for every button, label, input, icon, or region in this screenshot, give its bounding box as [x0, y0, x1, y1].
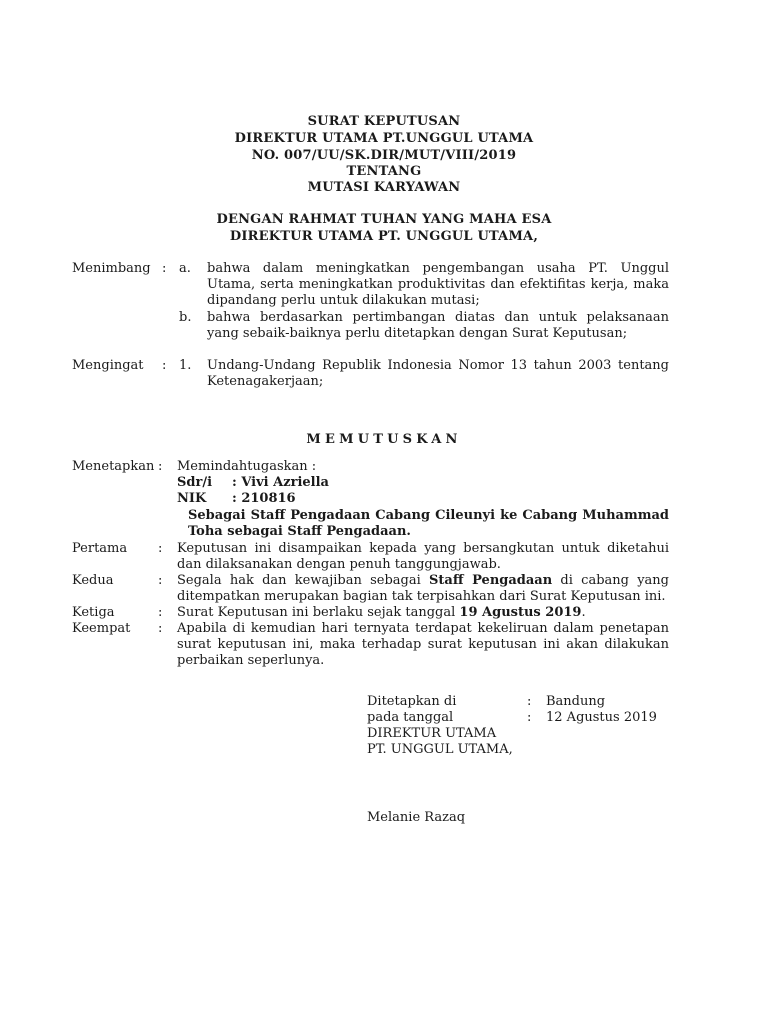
- menimbang-b-text: bahwa berdasarkan pertimbangan diatas dan untuk pelaksanaan yang sebaik-baiknya perlu ditetapkan dengan Surat Keputusan;: [207, 310, 669, 341]
- signatory-title-2: PT. UNGGUL UTAMA,: [367, 742, 513, 757]
- place-label: Ditetapkan di: [367, 694, 457, 709]
- doc-subject: MUTASI KARYAWAN: [307, 180, 461, 195]
- mengingat-marker: 1.: [179, 358, 192, 373]
- ketiga-text-end: .: [581, 605, 586, 620]
- memutuskan-heading: MEMUTUSKAN: [306, 432, 462, 447]
- ketiga-colon: :: [158, 605, 163, 620]
- place-value: Bandung: [546, 694, 606, 709]
- kedua-text-end: di cabang yang ditempatkan merupakan bagian tak terpisahkan dari Surat Keputusan ini.: [177, 573, 669, 604]
- opening-line-1: DENGAN RAHMAT TUHAN YANG MAHA ESA: [216, 212, 552, 227]
- doc-number: NO. 007/UU/SK.DIR/MUT/VIII/2019: [251, 148, 517, 163]
- menimbang-b-marker: b.: [179, 310, 192, 325]
- menetapkan-intro: Memindahtugaskan :: [177, 459, 317, 474]
- doc-about-label: TENTANG: [346, 164, 422, 179]
- kedua-label: Kedua: [72, 573, 114, 588]
- keempat-label: Keempat: [72, 621, 131, 636]
- doc-title: SURAT KEPUTUSAN: [307, 114, 461, 129]
- date-value: 12 Agustus 2019: [546, 710, 657, 725]
- menimbang-a-marker: a.: [179, 261, 191, 276]
- mengingat-label: Mengingat: [72, 358, 144, 373]
- place-colon: :: [527, 694, 532, 709]
- kedua-text-start: Segala hak dan kewajiban sebagai: [177, 573, 429, 588]
- pertama-label: Pertama: [72, 541, 128, 556]
- signatory-name: Melanie Razaq: [367, 810, 466, 825]
- keempat-text: Apabila di kemudian hari ternyata terdapat kekeliruan dalam penetapan surat keputusan ini, maka terhadap surat keputusan ini akan dilakukan perbaikan seperlunya.: [177, 621, 669, 668]
- mengingat-colon: :: [162, 358, 167, 373]
- mutation-statement: Sebagai Staff Pengadaan Cabang Cileunyi ke Cabang Muhammad Toha sebagai Staff Pengadaan.: [188, 508, 669, 539]
- sdr-value: : Vivi Azriella: [232, 475, 329, 490]
- signatory-title-1: DIREKTUR UTAMA: [367, 726, 497, 741]
- pertama-text: Keputusan ini disampaikan kepada yang bersangkutan untuk diketahui dan dilaksanakan dengan penuh tanggungjawab.: [177, 541, 669, 572]
- nik-label: NIK: [177, 491, 207, 506]
- menetapkan-label: Menetapkan: [72, 459, 155, 474]
- ketiga-effective-date: 19 Agustus 2019: [459, 605, 582, 620]
- menimbang-colon: :: [162, 261, 167, 276]
- menimbang-label: Menimbang: [72, 261, 151, 276]
- sdr-label: Sdr/i: [177, 475, 213, 490]
- ketiga-text: [177, 605, 586, 621]
- mengingat-text: Undang-Undang Republik Indonesia Nomor 13 tahun 2003 tentang Ketenagakerjaan;: [207, 358, 669, 389]
- menetapkan-colon: :: [158, 459, 163, 474]
- date-label: pada tanggal: [367, 710, 454, 725]
- kedua-text: [177, 573, 669, 605]
- nik-value: : 210816: [232, 491, 296, 506]
- kedua-position: Staff Pengadaan: [429, 573, 553, 588]
- doc-issuer: DIREKTUR UTAMA PT.UNGGUL UTAMA: [234, 131, 534, 146]
- kedua-colon: :: [158, 573, 163, 588]
- menimbang-a-text: bahwa dalam meningkatkan pengembangan usaha PT. Unggul Utama, serta meningkatkan produktivitas dan efektifitas kerja, maka dipandang perlu untuk dilakukan mutasi;: [207, 261, 669, 308]
- pertama-colon: :: [158, 541, 163, 556]
- opening-line-2: DIREKTUR UTAMA PT. UNGGUL UTAMA,: [229, 229, 539, 244]
- date-colon: :: [527, 710, 532, 725]
- ketiga-text-start: Surat Keputusan ini berlaku sejak tanggal: [177, 605, 460, 620]
- ketiga-label: Ketiga: [72, 605, 115, 620]
- keempat-colon: :: [158, 621, 163, 636]
